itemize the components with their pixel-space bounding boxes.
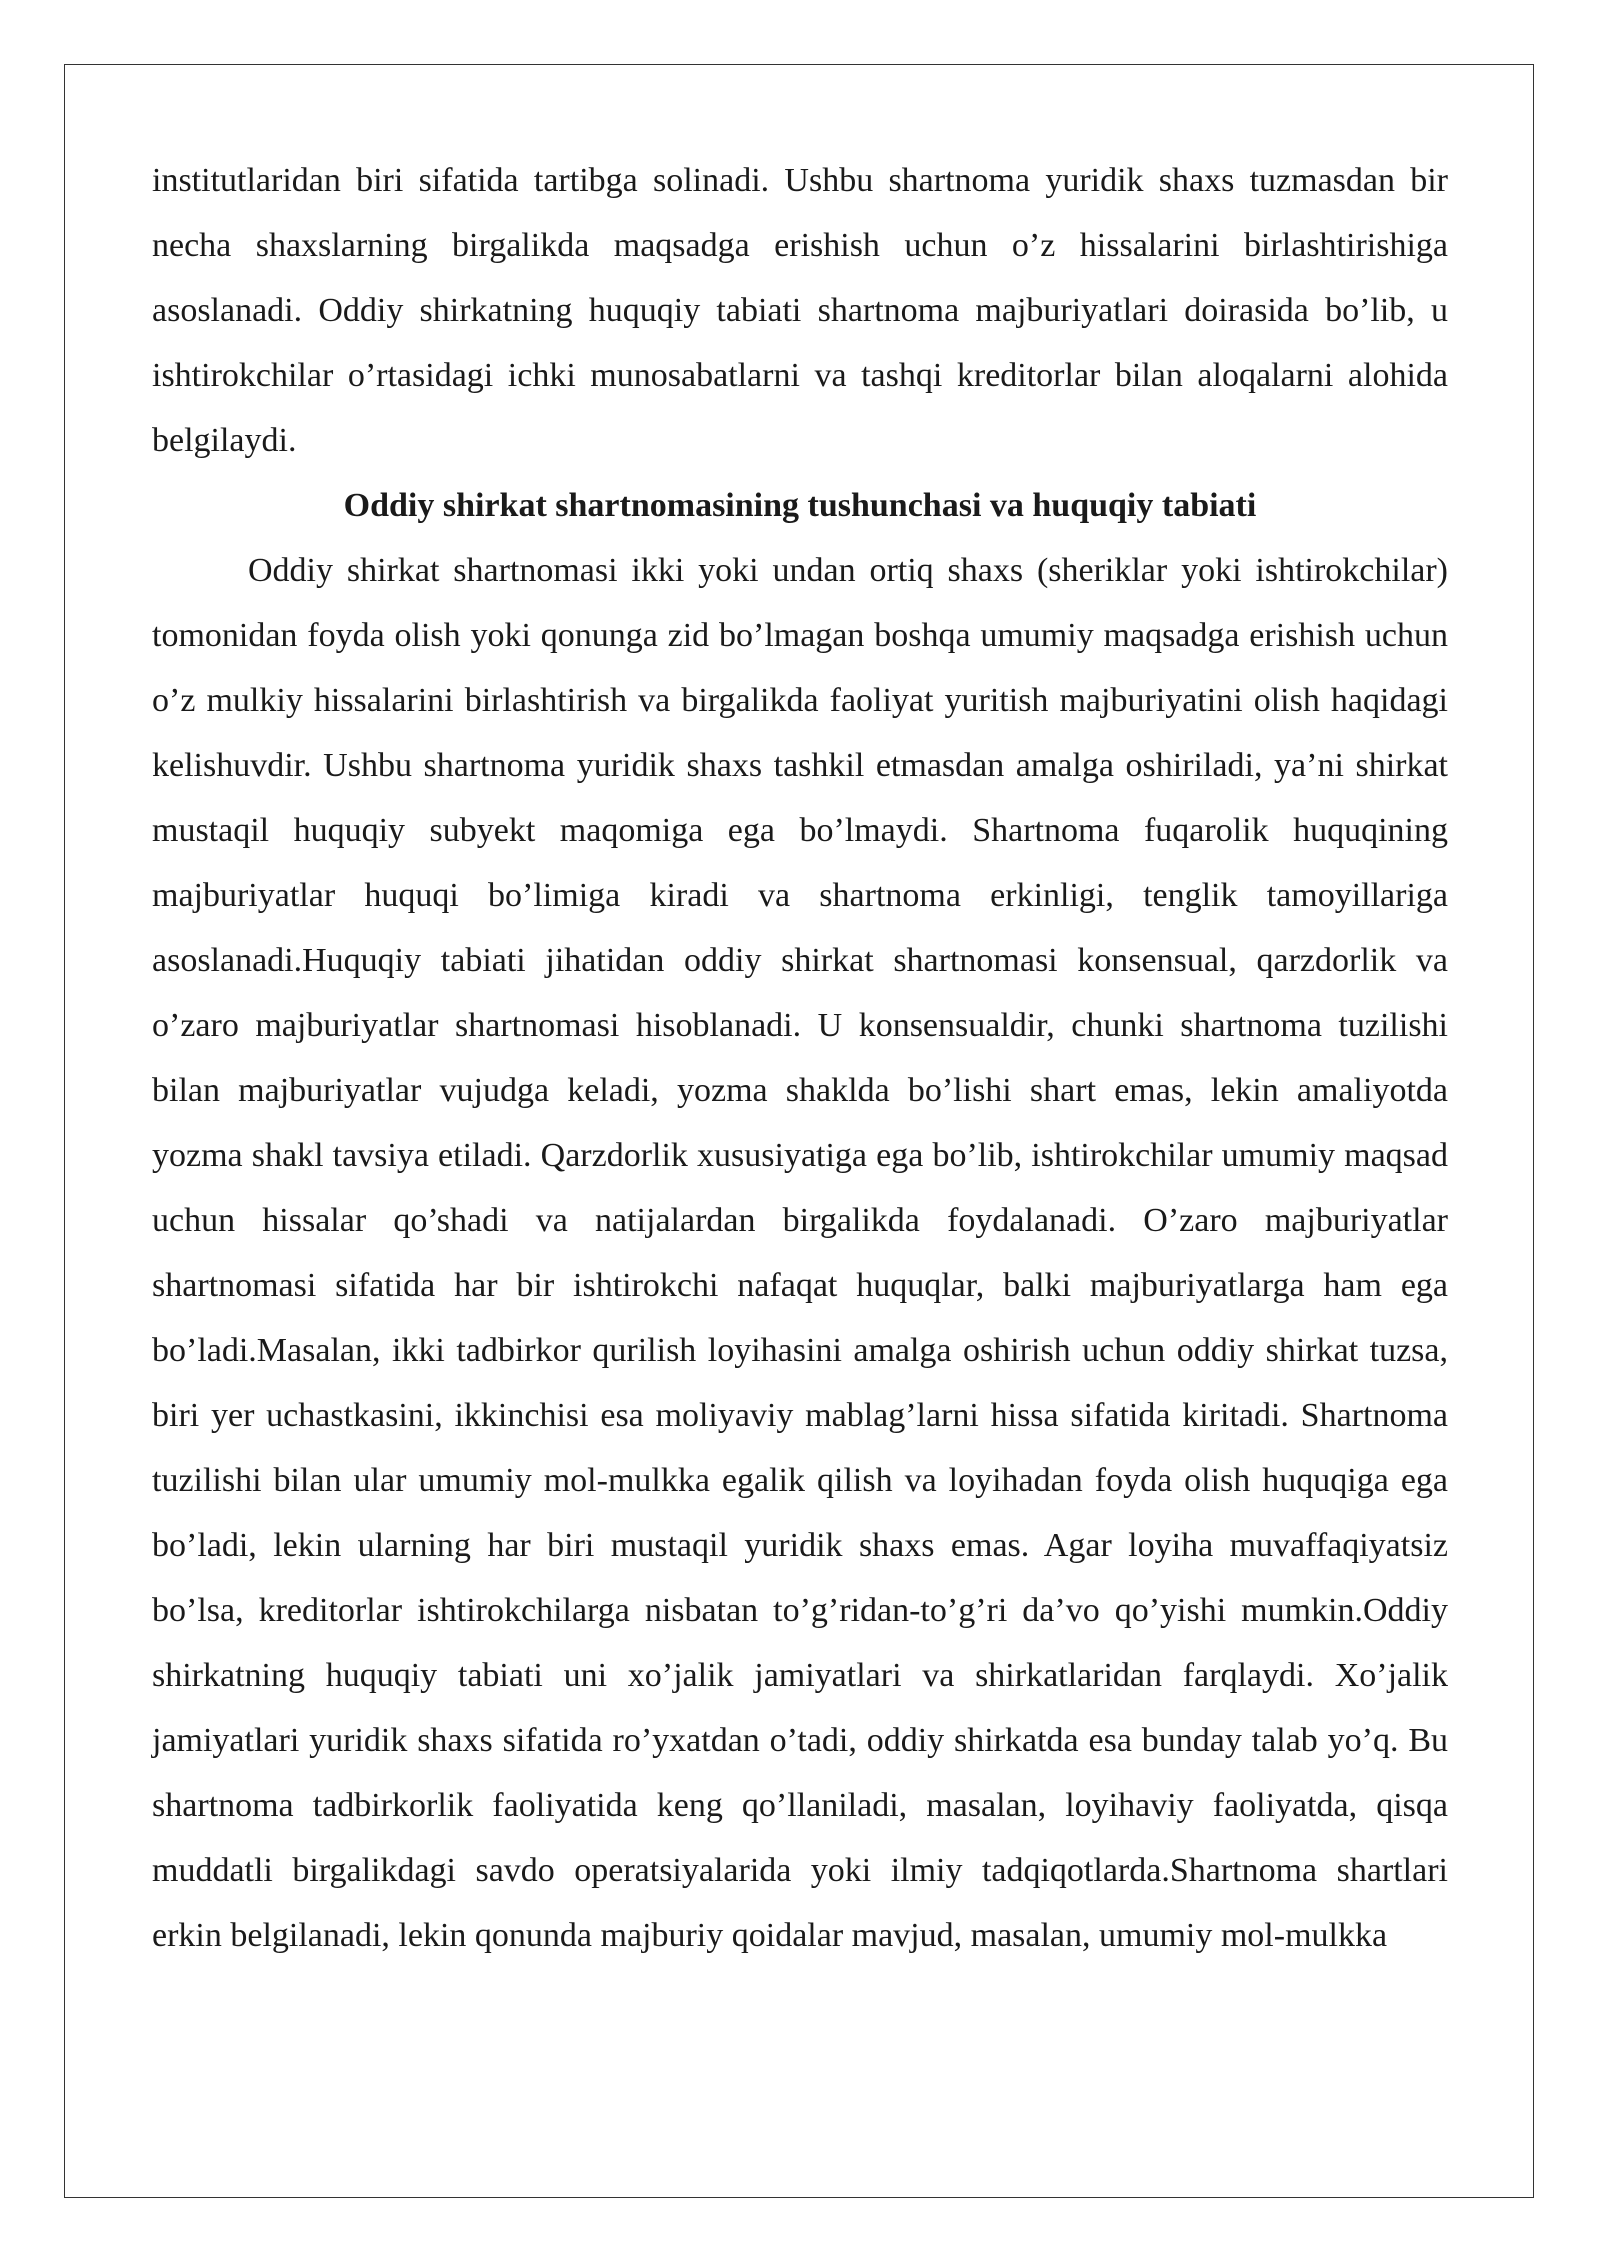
section-heading: Oddiy shirkat shartnomasining tushunchasi va huquqiy tabiati: [343, 487, 1257, 524]
paragraph-1: institutlaridan biri sifatida tartibga solinadi. Ushbu shartnoma yuridik shaxs tuzmasdan bir necha shaxslarning birgalikda maqsadga erishish uchun o’z hissalarini birlashtirishiga asoslanadi. Oddiy shirkatning huquqiy tabiati shartnoma majburiyatlari doirasida bo’lib, u ishtirokchilar o’rtasidagi ichki munosabatlarni va tashqi kreditorlar bilan aloqalarni alohida belgilaydi.: [152, 162, 1448, 459]
paragraph-2: Oddiy shirkat shartnomasi ikki yoki undan ortiq shaxs (sheriklar yoki ishtirokchilar) tomonidan foyda olish yoki qonunga zid bo’lmagan boshqa umumiy maqsadga erishish uchun o’z mulkiy hissalarini birlashtirish va birgalikda faoliyat yuritish majburiyatini olish haqidagi kelishuvdir. Ushbu shartnoma yuridik shaxs tashkil etmasdan amalga oshiriladi, ya’ni shirkat mustaqil huquqiy subyekt maqomiga ega bo’lmaydi. Shartnoma fuqarolik huquqining majburiyatlar huquqi bo’limiga kiradi va shartnoma erkinligi, tenglik tamoyillariga asoslanadi.Huquqiy tabiati jihatidan oddiy shirkat shartnomasi konsensual, qarzdorlik va o’zaro majburiyatlar shartnomasi hisoblanadi. U konsensualdir, chunki shartnoma tuzilishi bilan majburiyatlar vujudga keladi, yozma shaklda bo’lishi shart emas, lekin amaliyotda yozma shakl tavsiya etiladi. Qarzdorlik xususiyatiga ega bo’lib, ishtirokchilar umumiy maqsad uchun hissalar qo’shadi va natijalardan birgalikda foydalanadi. O’zaro majburiyatlar shartnomasi sifatida har bir ishtirokchi nafaqat huquqlar, balki majburiyatlarga ham ega bo’ladi.Masalan, ikki tadbirkor qurilish loyihasini amalga oshirish uchun oddiy shirkat tuzsa, biri yer uchastkasini, ikkinchisi esa moliyaviy mablag’larni hissa sifatida kiritadi. Shartnoma tuzilishi bilan ular umumiy mol-mulkka egalik qilish va loyihadan foyda olish huquqiga ega bo’ladi, lekin ularning har biri mustaqil yuridik shaxs emas. Agar loyiha muvaffaqiyatsiz bo’lsa, kreditorlar ishtirokchilarga nisbatan to’g’ridan-to’g’ri da’vo qo’yishi mumkin.Oddiy shirkatning huquqiy tabiati uni xo’jalik jamiyatlari va shirkatlaridan farqlaydi. Xo’jalik jamiyatlari yuridik shaxs sifatida ro’yxatdan o’tadi, oddiy shirkatda esa bunday talab yo’q. Bu shartnoma tadbirkorlik faoliyatida keng qo’llaniladi, masalan, loyihaviy faoliyatda, qisqa muddatli birgalikdagi savdo operatsiyalarida yoki ilmiy tadqiqotlarda.Shartnoma shartlari erkin belgilanadi, lekin qonunda majburiy qoidalar mavjud, masalan, umumiy mol-mulkka: [152, 552, 1448, 1954]
document-body: [152, 148, 1448, 1968]
